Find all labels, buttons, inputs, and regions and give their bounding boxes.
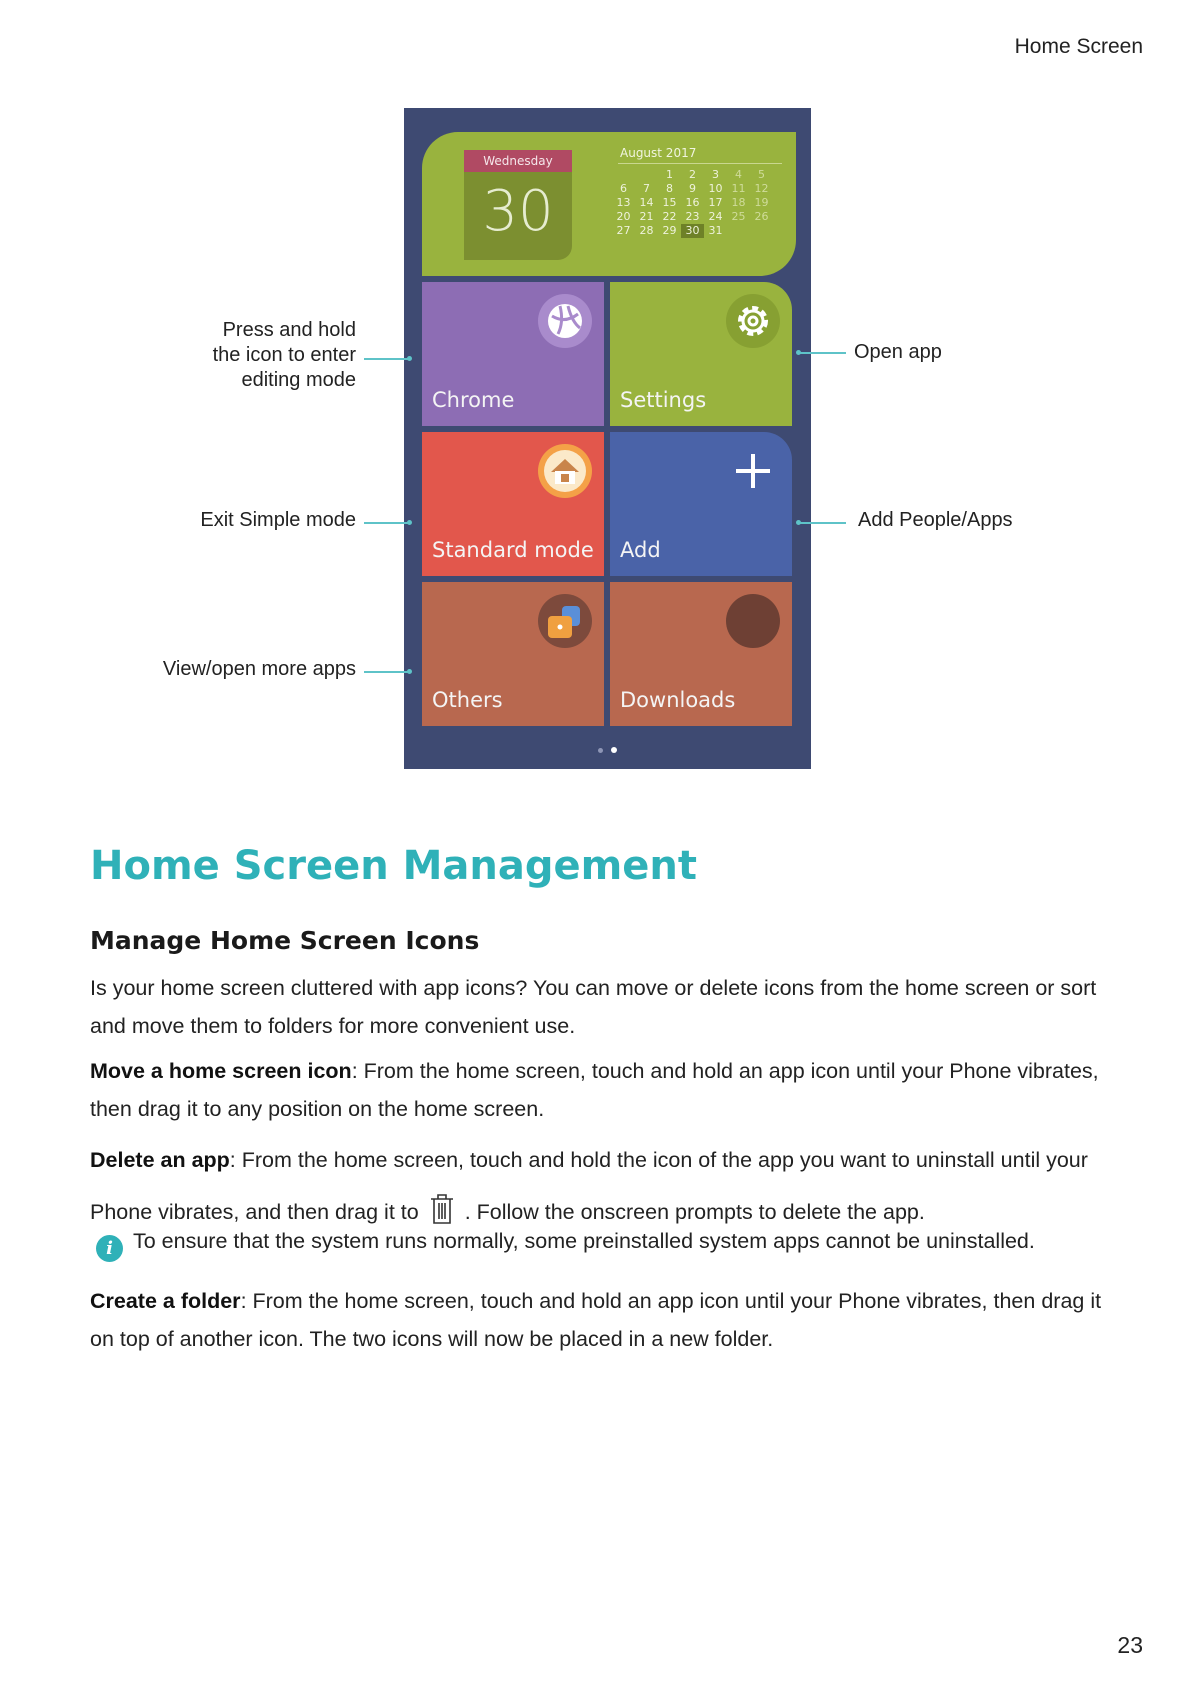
calendar-day: 10: [708, 182, 723, 195]
calendar-day: 7: [643, 182, 650, 195]
calendar-widget[interactable]: [422, 132, 796, 276]
calendar-day: 27: [616, 224, 631, 237]
weekday-label: Wednesday: [464, 150, 572, 172]
callout-press-hold-line2: the icon to enter: [212, 344, 356, 366]
callout-view-more: View/open more apps: [162, 658, 356, 680]
calendar-day: 25: [731, 210, 746, 223]
settings-label: Settings: [620, 388, 707, 412]
calendar-day: 3: [712, 168, 719, 181]
delete-app-text-a: : From the home screen, touch and hold the icon of the app you want to uninstall until your Phone vibrates, and then drag it to: [90, 1148, 1088, 1224]
create-folder-paragraph: [90, 1282, 1120, 1358]
create-folder-label: Create a folder: [90, 1289, 241, 1313]
calendar-day: [635, 168, 658, 182]
info-icon: i: [96, 1235, 123, 1262]
calendar-day: 8: [666, 182, 673, 195]
leader-open-app: [798, 352, 846, 354]
settings-tile[interactable]: [610, 282, 792, 426]
move-icon-paragraph: [90, 1052, 1120, 1128]
calendar-day: 22: [662, 210, 677, 223]
calendar-day: 18: [731, 196, 746, 209]
calendar-day: 15: [662, 196, 677, 209]
calendar-day: 24: [708, 210, 723, 223]
calendar-day: 11: [731, 182, 746, 195]
calendar-day: 30: [681, 224, 704, 238]
calendar-day: 2: [689, 168, 696, 181]
calendar-day: [612, 168, 635, 182]
move-icon-label: Move a home screen icon: [90, 1059, 352, 1083]
add-tile[interactable]: [610, 432, 792, 576]
running-header: Home Screen: [1014, 35, 1143, 58]
calendar-day: [727, 224, 750, 238]
calendar-day: 16: [685, 196, 700, 209]
calendar-day: 4: [735, 168, 742, 181]
subsection-title: Manage Home Screen Icons: [90, 926, 480, 955]
callout-add-people: Add People/Apps: [858, 509, 1013, 531]
section-title: Home Screen Management: [90, 843, 698, 889]
add-label: Add: [620, 538, 661, 562]
downloads-label: Downloads: [620, 688, 736, 712]
calendar-day: [750, 224, 773, 238]
calendar-day: 21: [639, 210, 654, 223]
page-number: 23: [1117, 1632, 1143, 1658]
note-text: To ensure that the system runs normally, some preinstalled system apps cannot be uninstalled.: [133, 1229, 1035, 1253]
standard-mode-label: Standard mode: [432, 538, 594, 562]
page-dot[interactable]: [598, 748, 603, 753]
delete-app-text-b: . Follow the onscreen prompts to delete the app.: [464, 1200, 925, 1224]
callout-press-hold-line1: Press and hold: [222, 319, 356, 341]
others-label: Others: [432, 688, 503, 712]
standard-mode-tile[interactable]: [422, 432, 604, 576]
leader-exit-simple: [364, 522, 410, 524]
date-card: [464, 150, 572, 260]
create-folder-text: : From the home screen, touch and hold an app icon until your Phone vibrates, then drag it on top of another icon. The two icons will now be placed in a new folder.: [90, 1289, 1102, 1351]
leader-add-people: [798, 522, 846, 524]
month-title: August 2017: [620, 146, 697, 160]
calendar-day: 23: [685, 210, 700, 223]
leader-view-more: [364, 671, 410, 673]
callout-open-app: Open app: [854, 341, 942, 363]
calendar-day: 14: [639, 196, 654, 209]
downloads-icon: [726, 594, 780, 648]
calendar-day: 26: [754, 210, 769, 223]
folder-apps-icon: [538, 594, 592, 648]
downloads-tile[interactable]: [610, 582, 792, 726]
calendar-day: 31: [708, 224, 723, 237]
plus-icon: [726, 444, 780, 498]
calendar-day: 17: [708, 196, 723, 209]
calendar-day: 6: [620, 182, 627, 195]
leader-press-hold: [364, 358, 410, 360]
day-number: 30: [482, 179, 554, 244]
move-icon-text: : From the home screen, touch and hold an app icon until your Phone vibrates, then drag it to any position on the home screen.: [90, 1059, 1099, 1121]
phone-screenshot: [404, 108, 811, 769]
calendar-day: 28: [639, 224, 654, 237]
callout-press-hold-line3: editing mode: [241, 369, 356, 391]
gear-icon: [726, 294, 780, 348]
callout-press-hold: [213, 318, 356, 393]
chrome-label: Chrome: [432, 388, 515, 412]
calendar-day: 13: [616, 196, 631, 209]
intro-paragraph: Is your home screen cluttered with app icons? You can move or delete icons from the home screen or sort and move them to folders for more convenient use.: [90, 976, 1097, 1038]
month-divider: [618, 163, 782, 164]
page-dot-active[interactable]: [611, 747, 617, 753]
calendar-day: 5: [758, 168, 765, 181]
calendar-day: 12: [754, 182, 769, 195]
home-icon: [538, 444, 592, 498]
calendar-day: 29: [662, 224, 677, 237]
callout-exit-simple: Exit Simple mode: [200, 509, 356, 531]
calendar-day: 9: [689, 182, 696, 195]
others-tile[interactable]: [422, 582, 604, 726]
chrome-icon: [538, 294, 592, 348]
delete-app-label: Delete an app: [90, 1148, 230, 1172]
month-grid: [612, 168, 773, 238]
calendar-day: 20: [616, 210, 631, 223]
chrome-tile[interactable]: [422, 282, 604, 426]
calendar-day: 1: [666, 168, 673, 181]
calendar-day: 19: [754, 196, 769, 209]
page-indicator[interactable]: [404, 740, 811, 758]
